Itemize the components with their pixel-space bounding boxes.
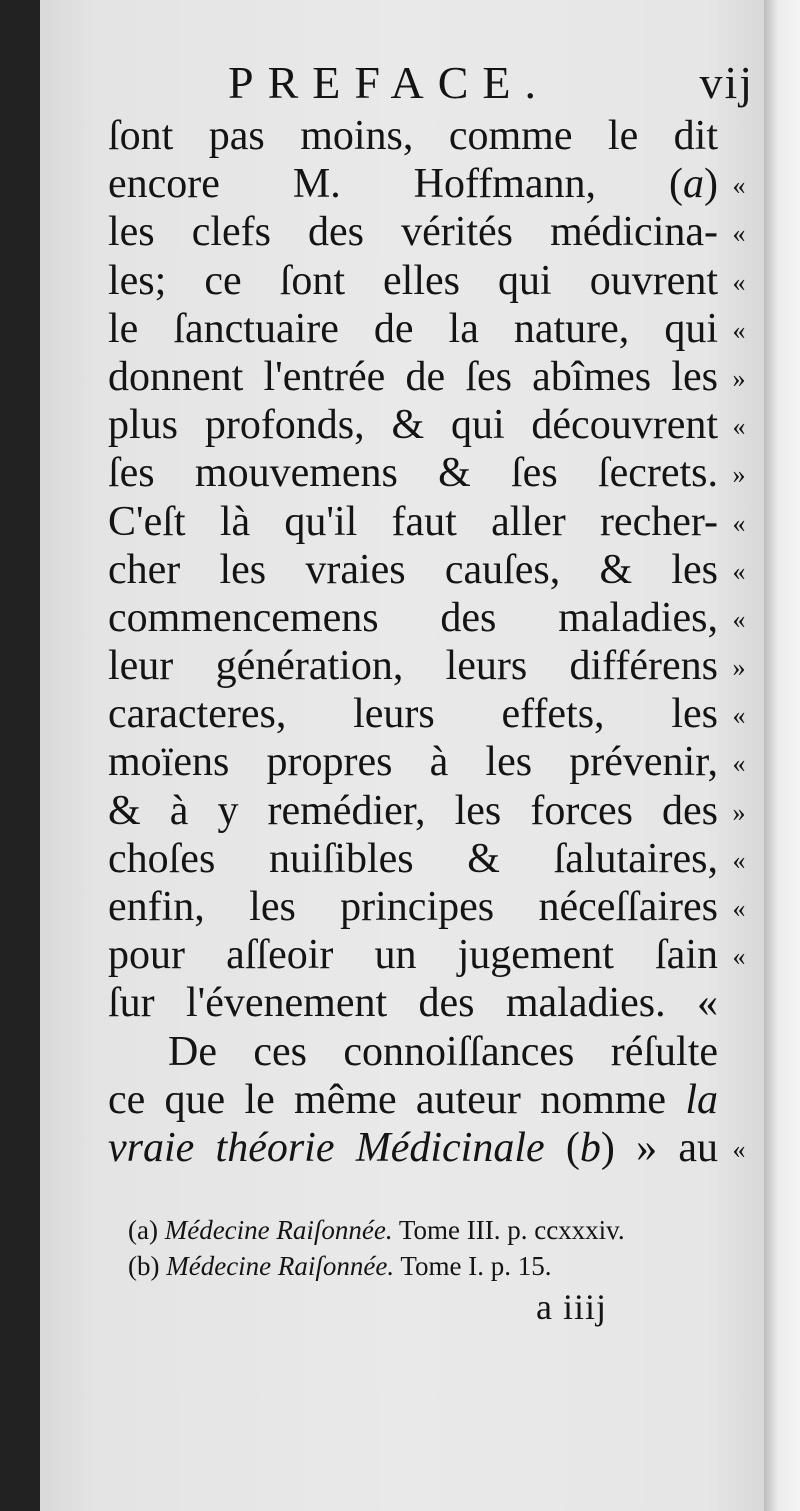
text-line: donnent l'entrée de ſes abîmes les » [108, 353, 754, 401]
quote-mark: « [732, 267, 746, 297]
text-line: moïens propres à les prévenir, « [108, 738, 754, 786]
text-line: les; ce ſont elles qui ouvrent « [108, 257, 754, 305]
text-line: les clefs des vérités médicina- « [108, 208, 754, 256]
text-line: plus profonds, & qui découvrent « [108, 401, 754, 449]
text-line: pour aſſeoir un jugement ſain « [108, 931, 754, 979]
quote-mark: « [732, 845, 746, 875]
quote-mark: « [732, 942, 746, 972]
quote-mark: » [732, 363, 746, 393]
footnote [128, 1212, 728, 1248]
quote-mark: « [732, 556, 746, 586]
footnote-reference: Tome I. p. 15. [400, 1251, 552, 1281]
page-header [188, 56, 754, 112]
text-line: cher les vraies cauſes, & les « [108, 546, 754, 594]
quote-mark: « [732, 412, 746, 442]
text-line: choſes nuiſibles & ſalutaires, « [108, 835, 754, 883]
quote-mark: « [732, 171, 746, 201]
text-line: ce que le même auteur nomme la [108, 1076, 718, 1123]
footnote-marker: (a) [128, 1215, 158, 1245]
quote-mark: « [732, 508, 746, 538]
text-line: commencemens des maladies, « [108, 594, 754, 642]
text-line: encore M. Hoffmann, (a) « [108, 160, 754, 208]
text-line: ſes mouvemens & ſes ſecrets. » [108, 449, 754, 497]
quote-mark: « [732, 701, 746, 731]
signature-mark: a iiij [536, 1287, 607, 1327]
text-line: enfin, les principes néceſſaires « [108, 883, 754, 931]
quote-mark: « [732, 315, 746, 345]
text-line: De ces connoiſſances réſulte [168, 1028, 718, 1075]
text-line: ſont pas moins, comme le dit [108, 113, 718, 159]
quote-mark: » [732, 797, 746, 827]
footnote [128, 1248, 728, 1284]
running-title: PREFACE. [228, 57, 551, 108]
text-line: le ſanctuaire de la nature, qui « [108, 305, 754, 353]
text-line: & à y remédier, les forces des » [108, 787, 754, 835]
text-line: leur génération, leurs différens » [108, 642, 754, 690]
quote-mark: « [732, 604, 746, 634]
footnote-title: Médecine Raiſonnée. [164, 1215, 393, 1245]
footnotes [128, 1212, 728, 1284]
footnote-marker: (b) [128, 1251, 160, 1281]
page-edge [764, 0, 800, 1511]
text-line: caracteres, leurs effets, les « [108, 690, 754, 738]
quote-mark: « [732, 1134, 746, 1164]
footnote-title: Médecine Raiſonnée. [166, 1251, 395, 1281]
quote-mark: » [732, 460, 746, 490]
text-line: vraie théorie Médicinale (b) » au « [108, 1124, 754, 1172]
text-line: C'eſt là qu'il faut aller recher- « [108, 498, 754, 546]
body-text [108, 112, 754, 1172]
quote-mark: « [732, 749, 746, 779]
quote-mark: « [732, 219, 746, 249]
quote-mark: » [732, 653, 746, 683]
footnote-reference: Tome III. p. ccxxxiv. [398, 1215, 625, 1245]
quote-mark: « [732, 894, 746, 923]
page-number: vij [699, 57, 754, 108]
text-line: ſur l'évenement des maladies. « [108, 980, 718, 1027]
